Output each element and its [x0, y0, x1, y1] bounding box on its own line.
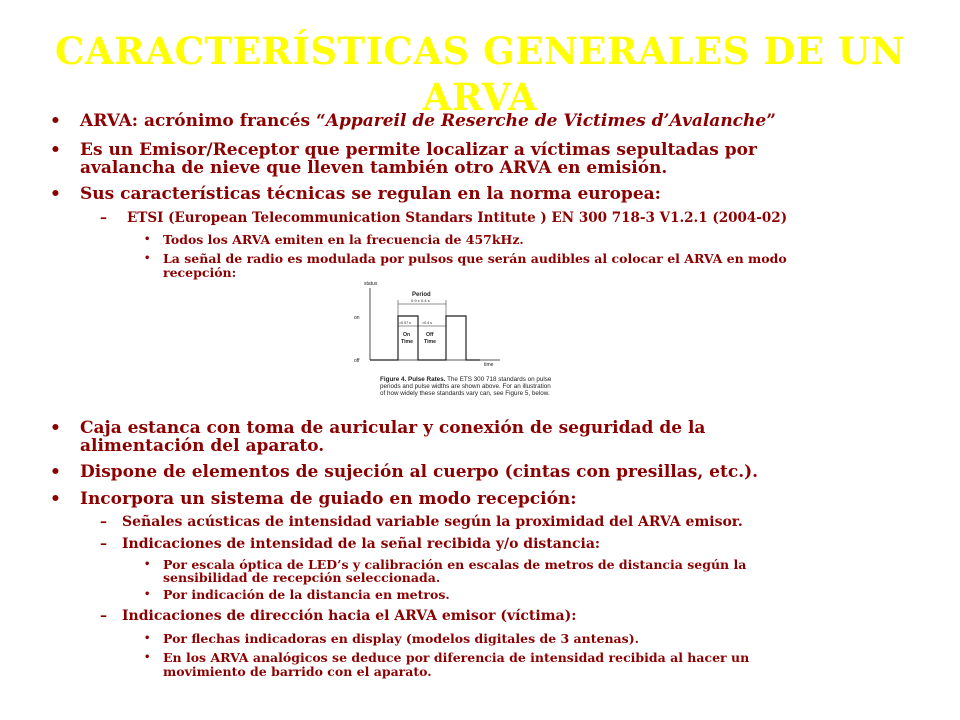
- bullet-caja-line2: alimentación del aparato.: [80, 436, 325, 456]
- off-time-label-1: Off: [426, 332, 434, 338]
- bullet-marker: •: [50, 418, 61, 438]
- page-title: CARACTERÍSTICAS GENERALES DE UN ARVA: [54, 29, 906, 119]
- bullet-norma: Sus características técnicas se regulan en la norma europea:: [80, 184, 661, 204]
- dot-marker: •: [144, 633, 151, 644]
- bullet-text-italic: Appareil de Reserche de Victimes d’Avalanche: [325, 111, 767, 131]
- subsub-frecuencia: Todos los ARVA emiten en la frecuencia de 457kHz.: [163, 232, 524, 247]
- pulse-rate-figure: [350, 276, 552, 400]
- subsub-analogicos-line2: movimiento de barrido con el aparato.: [163, 664, 432, 679]
- figure-caption-line: of how widely these standards vary can, see Figure 5, below.: [380, 390, 550, 398]
- subsub-analogicos-line1: En los ARVA analógicos se deduce por diferencia de intensidad recibida al hacer un: [163, 650, 750, 665]
- on-level-label: on: [354, 315, 360, 321]
- sub-intensidad: Indicaciones de intensidad de la señal recibida y/o distancia:: [122, 536, 601, 552]
- bullet-text: ARVA: acrónimo francés “: [80, 111, 326, 131]
- sub-etsi: ETSI (European Telecommunication Standars Intitute ) EN 300 718-3 V1.2.1 (2004-02): [127, 210, 788, 226]
- on-time-label-2: Time: [401, 339, 414, 345]
- off-duration: >0.4 s: [422, 321, 432, 325]
- subsub-flechas: Por flechas indicadoras en display (modelos digitales de 3 antenas).: [163, 631, 639, 646]
- off-time-label-2: Time: [424, 339, 437, 345]
- figure-caption-line: The ETS 300 718 standards on pulse: [445, 376, 552, 383]
- bullet-emisor-line2: avalancha de nieve que lleven también otro ARVA en emisión.: [80, 158, 668, 178]
- bullet-marker: •: [50, 489, 61, 509]
- bullet-emisor-line1: Es un Emisor/Receptor que permite localizar a víctimas sepultadas por: [80, 140, 757, 160]
- period-label: Period: [412, 292, 431, 298]
- subsub-pulsos-line2: recepción:: [163, 265, 237, 280]
- dot-marker: •: [144, 589, 151, 600]
- bullet-sujecion: Dispone de elementos de sujeción al cuerpo (cintas con presillas, etc.).: [80, 462, 759, 482]
- subsub-pulsos-line1: La señal de radio es modulada por pulsos que serán audibles al colocar el ARVA en modo: [163, 251, 787, 266]
- period-value: 0.9 ± 0.4 s: [411, 298, 430, 303]
- figure-caption-line: periods and pulse widths are shown above. For an illustration: [380, 383, 551, 391]
- dash-marker: –: [100, 210, 107, 226]
- dash-marker: –: [100, 608, 107, 624]
- subsub-distancia: Por indicación de la distancia en metros.: [163, 587, 450, 602]
- figure-caption: [380, 376, 552, 398]
- subsub-led-line2: sensibilidad de recepción seleccionada.: [163, 570, 441, 585]
- bullet-text: ”: [766, 111, 776, 131]
- dot-marker: •: [144, 253, 151, 264]
- dash-marker: –: [100, 514, 107, 530]
- dot-marker: •: [144, 652, 151, 663]
- x-axis-label: time: [484, 362, 494, 368]
- off-level-label: off: [354, 358, 360, 364]
- bullet-arva-acronym: [80, 111, 776, 131]
- bullet-marker: •: [50, 111, 61, 131]
- bullet-marker: •: [50, 184, 61, 204]
- on-duration: >0.07 s: [399, 321, 411, 325]
- subsub-led-line1: Por escala óptica de LED’s y calibración en escalas de metros de distancia según la: [163, 557, 747, 572]
- dot-marker: •: [144, 559, 151, 570]
- on-time-label-1: On: [403, 332, 411, 338]
- bullet-marker: •: [50, 140, 61, 160]
- bullet-guiado: Incorpora un sistema de guiado en modo recepción:: [80, 489, 577, 509]
- sub-direccion: Indicaciones de dirección hacia el ARVA emisor (víctima):: [122, 608, 577, 624]
- sub-senales: Señales acústicas de intensidad variable según la proximidad del ARVA emisor.: [122, 514, 743, 530]
- bullet-caja-line1: Caja estanca con toma de auricular y conexión de seguridad de la: [80, 418, 706, 438]
- bullet-marker: •: [50, 462, 61, 482]
- dash-marker: –: [100, 536, 107, 552]
- dot-marker: •: [144, 234, 151, 245]
- figure-caption-title: Figure 4. Pulse Rates.: [380, 376, 446, 383]
- y-axis-label: status: [364, 281, 378, 287]
